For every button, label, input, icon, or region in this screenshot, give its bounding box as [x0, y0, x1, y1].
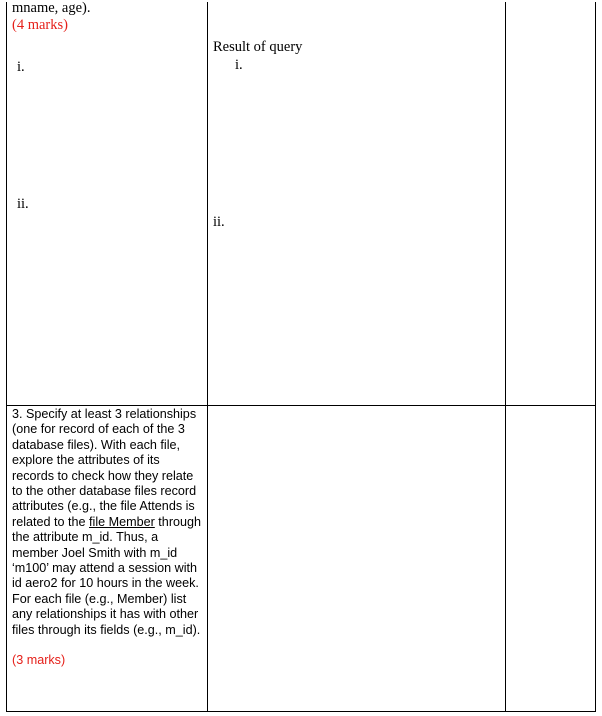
row1-result-cell: [213, 2, 503, 402]
result-of-query-label: Result of query: [213, 39, 303, 55]
file-member-link: file Member: [89, 514, 155, 529]
question-heading-continuation: mname, age).: [12, 0, 91, 16]
row2-question-cell: [12, 407, 204, 710]
result-item-i: i.: [235, 57, 243, 73]
result-item-ii: ii.: [213, 214, 225, 230]
row2-empty-cell: [506, 406, 595, 711]
row1-question-cell: [12, 0, 204, 400]
row2-result-cell: [208, 406, 505, 711]
table-left-border: [6, 2, 7, 712]
question-3-text-part1: 3. Specify at least 3 relationships (one for record of each of the 3 database files). With each file, explore the attributes of its records to check how they relate to the other database files record attributes (e.g., the file Attends is related to the: [12, 407, 197, 529]
answer-item-i: i.: [17, 59, 25, 75]
marks-label: (3 marks): [12, 653, 66, 668]
question-3-text: [12, 407, 204, 638]
question-3-text-part2: through the attribute m_id. Thus, a member Joel Smith with m_id ‘m100’ may attend a session with id aero2 for 10 hours in the week. For each file (e.g., Member) list any relationships it has with other files through its fields (e.g., m_id).: [12, 514, 202, 637]
marks-label: (4 marks): [12, 17, 68, 33]
question-table: [6, 2, 596, 712]
table-right-border: [595, 2, 596, 712]
table-bottom-border: [6, 711, 596, 712]
row1-empty-cell: [506, 2, 595, 405]
answer-item-ii: ii.: [17, 196, 29, 212]
